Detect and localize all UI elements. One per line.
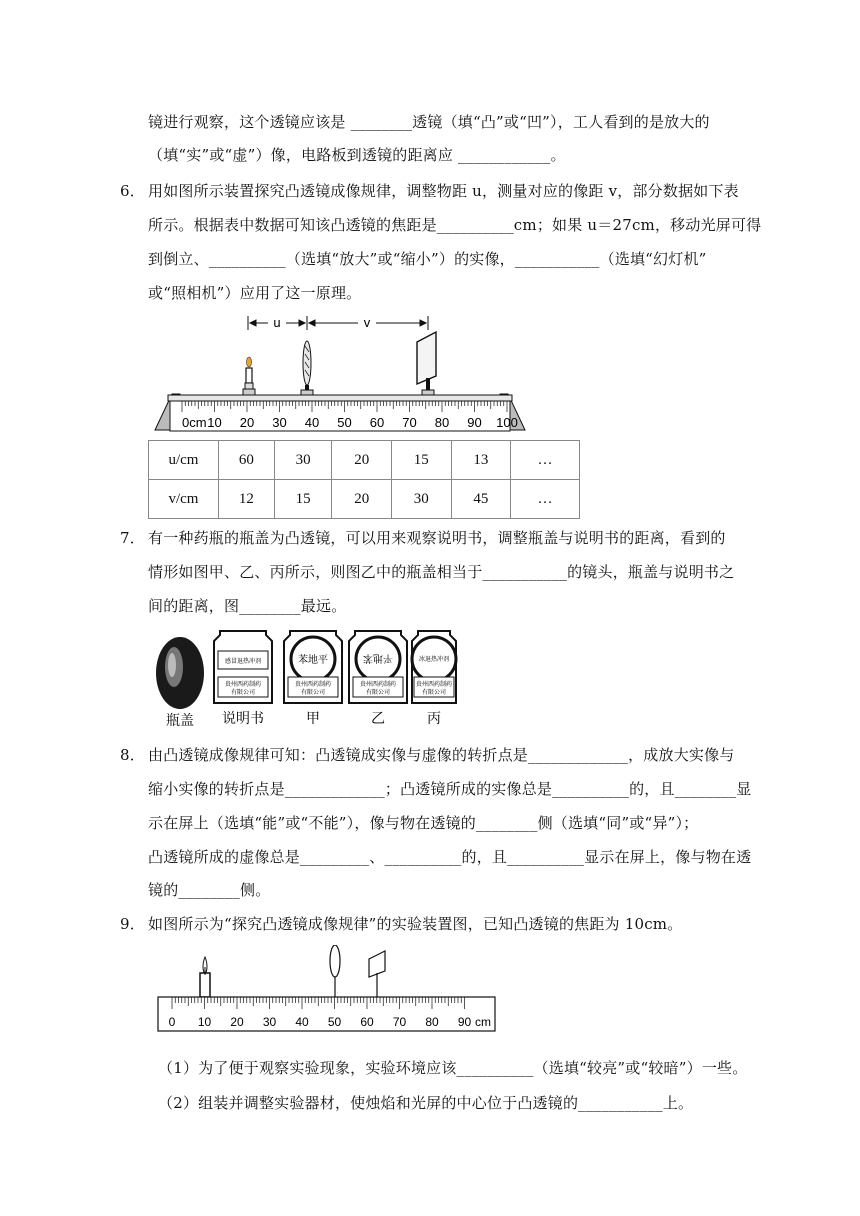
ruler-label: 70 xyxy=(402,415,417,430)
table-row xyxy=(149,480,580,519)
candle-icon xyxy=(200,957,210,997)
ruler-label: 40 xyxy=(304,415,320,430)
table-cell: 13 xyxy=(451,441,511,480)
table-cell: 12 xyxy=(218,480,274,519)
bing-label: 丙 xyxy=(427,710,441,726)
ruler-label: 80 xyxy=(434,415,450,430)
table-row xyxy=(149,441,580,480)
yi-text-bottom-1: 贵州西药制药 xyxy=(359,682,397,688)
table-cell: 20 xyxy=(332,441,392,480)
ruler-label: 0cm xyxy=(182,415,207,430)
ruler-label: 20 xyxy=(230,1015,244,1029)
cap-label: 瓶盖 xyxy=(166,712,194,728)
q7-line-2: 情形如图甲、乙、丙所示，则图乙中的瓶盖相当于___________的镜头，瓶盖与说明书之 xyxy=(148,563,735,581)
table-cell: u/cm xyxy=(149,441,219,480)
jia-text-bottom-2: 有限公司 xyxy=(300,690,326,696)
ruler-label: 10 xyxy=(207,415,222,430)
q6-number: 6． xyxy=(120,182,145,200)
q8-number: 8． xyxy=(120,746,145,764)
yi-text-bottom-2: 有限公司 xyxy=(365,690,391,696)
table-cell: 15 xyxy=(274,480,332,519)
ruler-label: 60 xyxy=(369,415,385,430)
u-label: u xyxy=(273,315,281,330)
table-cell: 30 xyxy=(274,441,332,480)
yi-label: 乙 xyxy=(371,710,385,726)
candle-icon xyxy=(243,357,255,395)
q9-line-1: 如图所示为“探究凸透镜成像规律”的实验装置图，已知凸透镜的焦距为 10cm。 xyxy=(148,915,683,933)
q8-line-3: 示在屏上（选填“能”或“不能”），像与物在透镜的________侧（选填“同”或“异”）； xyxy=(148,814,699,832)
q9-sub-1: （1）为了便于观察实验现象，实验环境应该__________（选填“较亮”或“较暗”）一些。 xyxy=(158,1059,748,1077)
ruler-label: 50 xyxy=(327,1015,342,1029)
jia-label: 甲 xyxy=(306,710,320,726)
q7-bottle-cap-figure xyxy=(150,625,460,730)
jia-text-bottom-1: 贵州西药制药 xyxy=(294,682,332,688)
manual-text-bottom-1: 贵州西药制药 xyxy=(224,682,262,688)
ruler-label: 20 xyxy=(239,415,255,430)
q9-sub-2: （2）组装并调整实验器材，使烛焰和光屏的中心位于凸透镜的___________上。 xyxy=(158,1094,694,1112)
q7-line-1: 有一种药瓶的瓶盖为凸透镜，可以用来观察说明书，调整瓶盖与说明书的距离，看到的 xyxy=(148,529,726,547)
q6-data-table xyxy=(148,440,580,519)
convex-lens-icon xyxy=(301,341,313,396)
ruler-unit-label: cm xyxy=(475,1015,491,1029)
bing-text-bottom-1: 贵州西药制药 xyxy=(415,682,453,688)
ruler-label: 30 xyxy=(262,1015,277,1029)
q6-line-2: 所示。根据表中数据可知该凸透镜的焦距是__________cm；如果 u＝27cm，移动光屏可得 xyxy=(148,216,762,234)
yi-lens-text: 平地苯 xyxy=(363,652,393,663)
q6-optical-bench-figure xyxy=(150,310,530,435)
table-cell: 30 xyxy=(392,480,452,519)
ruler-label: 50 xyxy=(337,415,352,430)
bing-lens-text: 冰退热冲剂 xyxy=(418,657,450,663)
jia-lens-text: 苯地平 xyxy=(298,655,328,666)
ruler-label: 90 xyxy=(467,415,482,430)
manual-label: 说明书 xyxy=(222,710,264,726)
q7-number: 7． xyxy=(120,529,145,547)
table-cell: … xyxy=(511,441,580,480)
q8-line-1: 由凸透镜成像规律可知：凸透镜成实像与虚像的转折点是_____________，成放大实像与 xyxy=(148,746,735,764)
q6-line-3: 到倒立、__________（选填“放大”或“缩小”）的实像，___________（选填“幻灯机” xyxy=(148,250,707,268)
manual-text-top: 感冒退热冲剂 xyxy=(224,659,262,665)
table-cell: 15 xyxy=(392,441,452,480)
ruler-label: 70 xyxy=(392,1015,407,1029)
table-cell: 60 xyxy=(218,441,274,480)
table-cell: 20 xyxy=(332,480,392,519)
manual-text-bottom-2: 有限公司 xyxy=(230,690,256,696)
q6-line-1: 用如图所示装置探究凸透镜成像规律，调整物距 u，测量对应的像距 v，部分数据如下表 xyxy=(148,182,739,200)
q8-line-2: 缩小实像的转折点是_____________；凸透镜所成的实像总是__________的，且________显 xyxy=(148,780,752,798)
ruler-label: 90 xyxy=(457,1015,472,1029)
q9-number: 9． xyxy=(120,915,145,933)
ruler-label: 10 xyxy=(197,1015,212,1029)
table-cell: 45 xyxy=(451,480,511,519)
convex-lens-icon xyxy=(330,945,340,997)
ruler-label: 60 xyxy=(360,1015,374,1029)
ruler-label: 40 xyxy=(295,1015,309,1029)
table-cell: v/cm xyxy=(149,480,219,519)
q6-line-4: 或“照相机”）应用了这一原理。 xyxy=(148,284,362,302)
v-label: v xyxy=(363,315,371,330)
ruler-label: 80 xyxy=(425,1015,439,1029)
intro-line-2: （填“实”或“虚”）像，电路板到透镜的距离应 ____________。 xyxy=(148,146,566,164)
light-screen-icon xyxy=(369,951,385,997)
q9-optical-bench-figure xyxy=(155,945,500,1037)
ruler-label: 100 xyxy=(496,415,518,430)
ruler-label: 0 xyxy=(168,1015,176,1029)
table-cell: … xyxy=(511,480,580,519)
bottle-cap-icon xyxy=(156,637,204,709)
light-screen-icon xyxy=(417,332,436,396)
q7-line-3: 间的距离，图________最远。 xyxy=(148,597,347,615)
intro-line-1: 镜进行观察，这个透镜应该是 ________透镜（填“凸”或“凹”），工人看到的是放大的 xyxy=(148,113,710,131)
bing-text-bottom-2: 有限公司 xyxy=(421,690,447,696)
q8-line-4: 凸透镜所成的虚像总是_________、__________的，且__________显示在屏上，像与物在透 xyxy=(148,848,752,866)
q8-line-5: 镜的________侧。 xyxy=(148,881,271,899)
ruler-label: 30 xyxy=(272,415,287,430)
